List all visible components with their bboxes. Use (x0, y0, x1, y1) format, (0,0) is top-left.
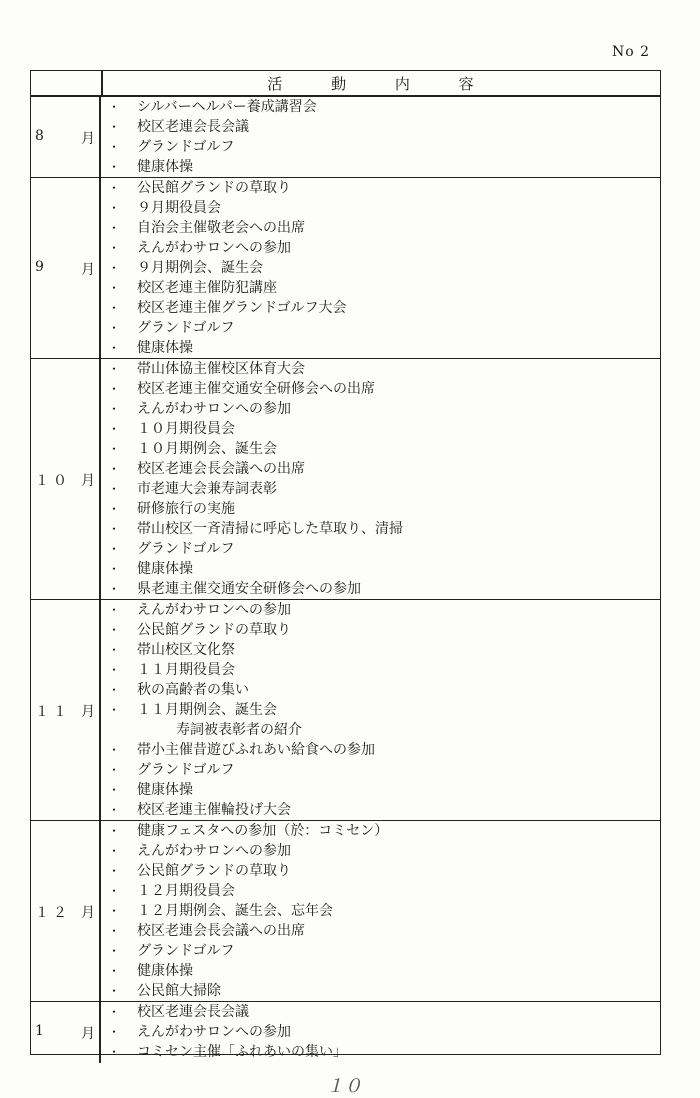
activity-text: 市老連大会兼寿詞表彰 (137, 481, 277, 497)
activity-text: 公民館グランドの草取り (137, 863, 291, 879)
activity-text: ９月期役員会 (137, 200, 221, 216)
bullet-mark: ・ (108, 663, 121, 677)
activity-text: 校区老連主催交通安全研修会への出席 (137, 381, 375, 397)
activity-text: えんがわサロンへの参加 (137, 602, 291, 618)
bullet-mark: ・ (108, 783, 121, 797)
month-section (31, 359, 660, 600)
month-section (31, 821, 660, 1002)
month-label (35, 701, 99, 721)
bullet-mark: ・ (108, 582, 121, 596)
activity-text: 公民館大掃除 (137, 983, 221, 999)
activity-item (103, 901, 660, 921)
activity-text: 校区老連会長会議 (137, 119, 249, 135)
month-section (31, 178, 660, 359)
activity-item (103, 800, 660, 820)
activity-item (103, 981, 660, 1001)
activity-item (103, 660, 660, 680)
bullet-mark: ・ (108, 1005, 121, 1019)
activity-item (103, 841, 660, 861)
activity-text: えんがわサロンへの参加 (137, 401, 291, 417)
activity-item (103, 499, 660, 519)
bullet-mark: ・ (108, 382, 121, 396)
month-cell (31, 178, 101, 358)
activity-item (103, 941, 660, 961)
activity-item (103, 258, 660, 278)
bullet-mark: ・ (108, 864, 121, 878)
activity-text: グランドゴルフ (137, 943, 235, 959)
activity-item (103, 620, 660, 640)
activity-text: えんがわサロンへの参加 (137, 843, 291, 859)
activity-item (103, 298, 660, 318)
activity-text: 帯山校区文化祭 (137, 642, 235, 658)
activity-text: シルバーヘルパー養成講習会 (137, 99, 317, 115)
activity-text: 帯小主催昔遊びふれあい給食への参加 (137, 742, 375, 758)
bullet-mark: ・ (108, 643, 121, 657)
month-number: １２ (35, 904, 71, 921)
activity-item (103, 600, 660, 620)
activity-table (30, 70, 661, 1060)
bullet-mark: ・ (108, 743, 121, 757)
activity-item (103, 881, 660, 901)
activity-item (103, 178, 660, 198)
month-number: 8 (35, 127, 48, 144)
activity-item (103, 519, 660, 539)
activity-item (103, 821, 660, 841)
bullet-mark: ・ (108, 904, 121, 918)
activity-item (103, 640, 660, 660)
month-section (31, 97, 660, 178)
month-number: １１ (35, 703, 71, 720)
activity-item (103, 439, 660, 459)
month-unit: 月 (81, 703, 99, 720)
activity-text: 県老連主催交通安全研修会への参加 (137, 581, 361, 597)
activity-text: えんがわサロンへの参加 (137, 1024, 291, 1040)
bullet-mark: ・ (108, 120, 121, 134)
bullet-mark: ・ (108, 160, 121, 174)
bullet-mark: ・ (108, 100, 121, 114)
activity-item (103, 117, 660, 137)
bullet-mark: ・ (108, 683, 121, 697)
activity-list (103, 600, 660, 820)
activity-text: 健康体操 (137, 782, 193, 798)
month-cell (31, 359, 101, 599)
activity-text: １１月期例会、誕生会 (137, 702, 277, 718)
activity-item (103, 459, 660, 479)
bullet-mark: ・ (108, 562, 121, 576)
activity-list (103, 97, 660, 177)
bullet-mark: ・ (108, 964, 121, 978)
activity-text: 研修旅行の実施 (137, 501, 235, 517)
month-unit: 月 (81, 904, 99, 921)
activity-text: 公民館グランドの草取り (137, 622, 291, 638)
activity-text: グランドゴルフ (137, 541, 235, 557)
bullet-mark: ・ (108, 1045, 121, 1059)
activity-text: 校区老連会長会議への出席 (137, 461, 305, 477)
activity-item (103, 680, 660, 700)
activity-text: コミセン主催「ふれあいの集い」 (137, 1044, 347, 1060)
activity-item (103, 137, 660, 157)
activity-text: １０月期例会、誕生会 (137, 441, 277, 457)
bullet-mark: ・ (108, 241, 121, 255)
activity-text: 校区老連主催防犯講座 (137, 280, 277, 296)
activity-list (103, 178, 660, 358)
bullet-mark: ・ (108, 221, 121, 235)
activity-item (103, 198, 660, 218)
activity-list (103, 359, 660, 599)
month-unit: 月 (81, 130, 99, 147)
activity-item (103, 760, 660, 780)
bullet-mark: ・ (108, 422, 121, 436)
month-section (31, 600, 660, 821)
activity-text: 公民館グランドの草取り (137, 180, 291, 196)
bullet-mark: ・ (108, 462, 121, 476)
activity-item (103, 278, 660, 298)
activity-item (103, 961, 660, 981)
bullet-mark: ・ (108, 803, 121, 817)
activity-text: １０月期役員会 (137, 421, 235, 437)
month-unit: 月 (81, 472, 99, 489)
activity-item (103, 861, 660, 881)
bullet-mark: ・ (108, 984, 121, 998)
month-cell (31, 600, 101, 820)
activity-item (103, 218, 660, 238)
month-cell (31, 97, 101, 177)
page-number: No 2 (612, 44, 651, 60)
activity-item (103, 579, 660, 599)
header-title: 活 動 内 容 (267, 75, 496, 93)
bullet-mark: ・ (108, 181, 121, 195)
activity-item (103, 318, 660, 338)
activity-item (103, 359, 660, 379)
bullet-mark: ・ (108, 763, 121, 777)
bullet-mark: ・ (108, 341, 121, 355)
bullet-mark: ・ (108, 261, 121, 275)
activity-text: グランドゴルフ (137, 320, 235, 336)
bullet-mark: ・ (108, 201, 121, 215)
bullet-mark: ・ (108, 703, 121, 717)
bullet-mark: ・ (108, 824, 121, 838)
activity-item (103, 539, 660, 559)
bullet-mark: ・ (108, 482, 121, 496)
bullet-mark: ・ (108, 884, 121, 898)
month-label (35, 1023, 99, 1043)
activity-item (103, 238, 660, 258)
bullet-mark: ・ (108, 944, 121, 958)
activity-item (103, 157, 660, 177)
activity-item (103, 479, 660, 499)
activity-text: 健康体操 (137, 963, 193, 979)
month-section (31, 1002, 660, 1063)
bullet-mark: ・ (108, 281, 121, 295)
header-month-cell (31, 71, 103, 95)
activity-text: 健康フェスタへの参加（於：コミセン） (137, 823, 389, 839)
activity-item (103, 921, 660, 941)
activity-item (103, 399, 660, 419)
activity-text: １１月期役員会 (137, 662, 235, 678)
activity-text: ９月期例会、誕生会 (137, 260, 263, 276)
activity-item (103, 1042, 660, 1062)
bullet-mark: ・ (108, 542, 121, 556)
bullet-mark: ・ (108, 502, 121, 516)
activity-item (103, 97, 660, 117)
activity-text: 秋の高齢者の集い (137, 682, 249, 698)
month-number: 1 (35, 1022, 48, 1039)
month-label (35, 259, 99, 279)
activity-list (103, 821, 660, 1001)
month-cell (31, 821, 101, 1001)
activity-item (103, 338, 660, 358)
activity-text: 校区老連主催グランドゴルフ大会 (137, 300, 347, 316)
bullet-mark: ・ (108, 1025, 121, 1039)
handwritten-page-mark: １０ (326, 1076, 362, 1097)
activity-list (103, 1002, 660, 1062)
activity-text: 校区老連会長会議への出席 (137, 923, 305, 939)
activity-text: 健康体操 (137, 159, 193, 175)
month-number: 9 (35, 258, 48, 275)
activity-item (103, 700, 660, 720)
bullet-mark: ・ (108, 623, 121, 637)
bullet-mark: ・ (108, 522, 121, 536)
activity-item (103, 419, 660, 439)
activity-text: グランドゴルフ (137, 139, 235, 155)
activity-item (103, 1022, 660, 1042)
activity-item (103, 720, 660, 740)
activity-item (103, 559, 660, 579)
bullet-mark: ・ (108, 140, 121, 154)
month-label (35, 470, 99, 490)
activity-text: 寿詞被表彰者の紹介 (176, 722, 302, 738)
table-header (31, 71, 660, 97)
bullet-mark: ・ (108, 362, 121, 376)
activity-text: えんがわサロンへの参加 (137, 240, 291, 256)
activity-item (103, 379, 660, 399)
activity-text: グランドゴルフ (137, 762, 235, 778)
month-label (35, 902, 99, 922)
activity-item (103, 780, 660, 800)
activity-text: 健康体操 (137, 340, 193, 356)
activity-text: １２月期役員会 (137, 883, 235, 899)
bullet-mark: ・ (108, 301, 121, 315)
activity-text: １２月期例会、誕生会、忘年会 (137, 903, 333, 919)
activity-text: 帯山体協主催校区体育大会 (137, 361, 305, 377)
month-cell (31, 1002, 101, 1063)
bullet-mark: ・ (108, 321, 121, 335)
bullet-mark: ・ (108, 924, 121, 938)
activity-text: 健康体操 (137, 561, 193, 577)
month-unit: 月 (81, 1025, 99, 1042)
activity-item (103, 1002, 660, 1022)
activity-text: 帯山校区一斉清掃に呼応した草取り、清掃 (137, 521, 403, 537)
month-number: １０ (35, 472, 71, 489)
month-unit: 月 (81, 261, 99, 278)
bullet-mark: ・ (108, 844, 121, 858)
activity-text: 校区老連会長会議 (137, 1004, 249, 1020)
activity-text: 自治会主催敬老会への出席 (137, 220, 305, 236)
month-label (35, 128, 99, 148)
bullet-mark: ・ (108, 603, 121, 617)
bullet-mark: ・ (108, 442, 121, 456)
activity-text: 校区老連主催輪投げ大会 (137, 802, 291, 818)
bullet-mark: ・ (108, 402, 121, 416)
activity-item (103, 740, 660, 760)
